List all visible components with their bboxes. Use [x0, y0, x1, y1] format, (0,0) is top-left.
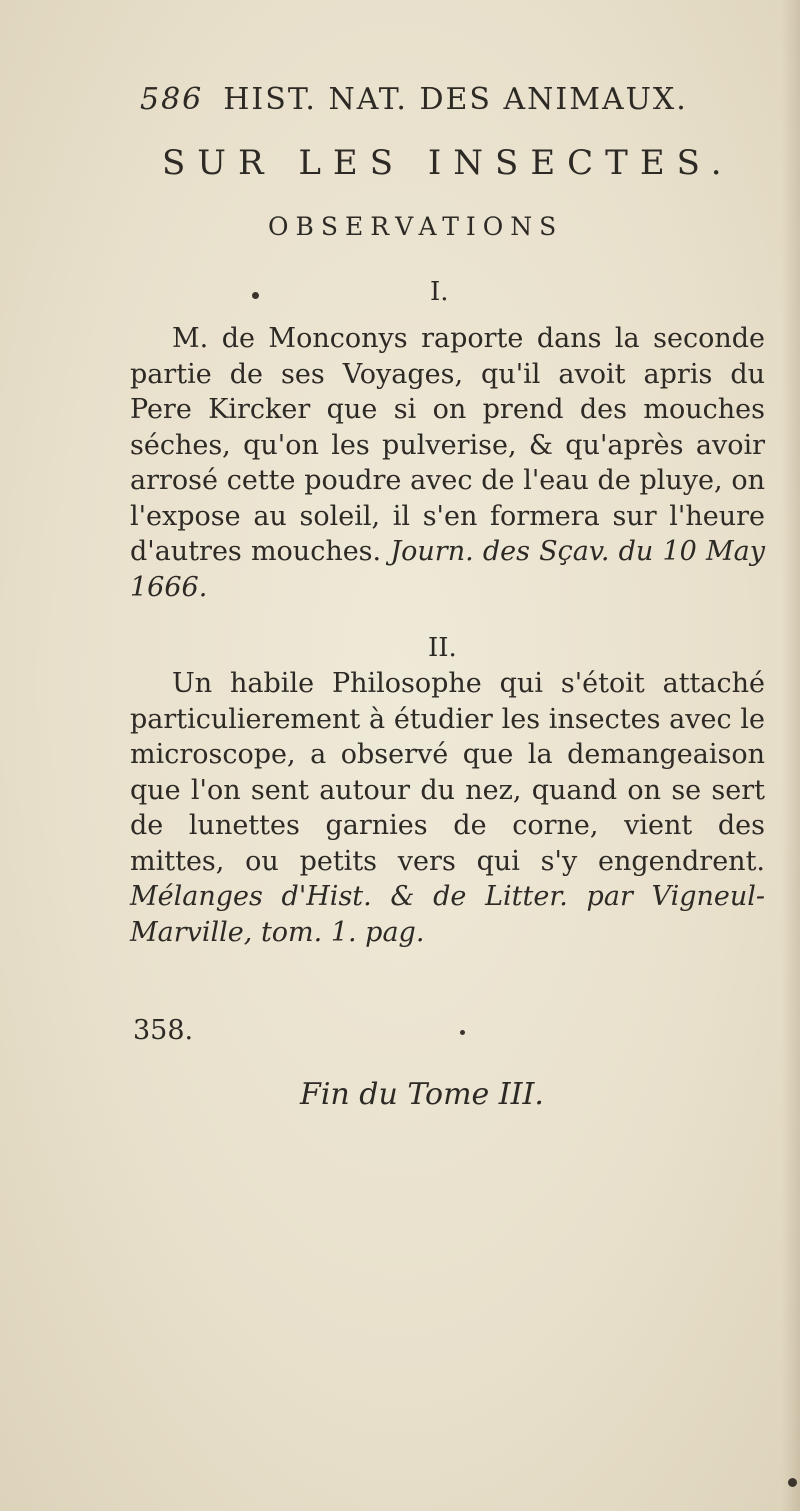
- page-number: 586: [140, 82, 204, 117]
- ink-dot: [252, 292, 259, 299]
- ink-speck: [788, 1478, 797, 1487]
- section-title: SUR LES INSECTES.: [162, 143, 734, 183]
- observation-text-1: [130, 321, 765, 605]
- section-subtitle: OBSERVATIONS: [268, 212, 564, 241]
- end-of-volume-note: Fin du Tome III.: [300, 1077, 544, 1112]
- running-header: [140, 82, 700, 117]
- citation-page-number: 358.: [133, 1015, 194, 1046]
- observation-body-2: Un habile Philosophe qui s'étoit attaché particulierement à étudier les insectes avec le microscope, a observé que la demangeaison que l'on sent autour du nez, quand on se sert de lunettes garnies de corne, vient des mittes, ou petits vers qui s'y engendrent.: [130, 668, 765, 877]
- observation-numeral-2: II.: [428, 633, 457, 663]
- observation-body-1: M. de Monconys raporte dans la seconde partie de ses Voyages, qu'il avoit apris du Pere Kircker que si on prend des mouches séches, qu'on les pulverise, & qu'après avoir arrosé cette poudre avec de l'eau de pluye, on l'expose au soleil, il s'en formera sur l'heure d'autres mouches.: [130, 323, 765, 567]
- page-edge-shadow: [782, 0, 800, 1511]
- running-title: HIST. NAT. DES ANIMAUX.: [223, 82, 688, 117]
- observation-text-2: [130, 666, 765, 950]
- ink-dot: [460, 1030, 465, 1035]
- observation-citation-1: Journ. des Sçav. du 10 May 1666.: [130, 536, 765, 603]
- observation-citation-2: Mélanges d'Hist. & de Litter. par Vigneul-Marville, tom. 1. pag.: [130, 881, 765, 948]
- observation-numeral-1: I.: [430, 277, 449, 307]
